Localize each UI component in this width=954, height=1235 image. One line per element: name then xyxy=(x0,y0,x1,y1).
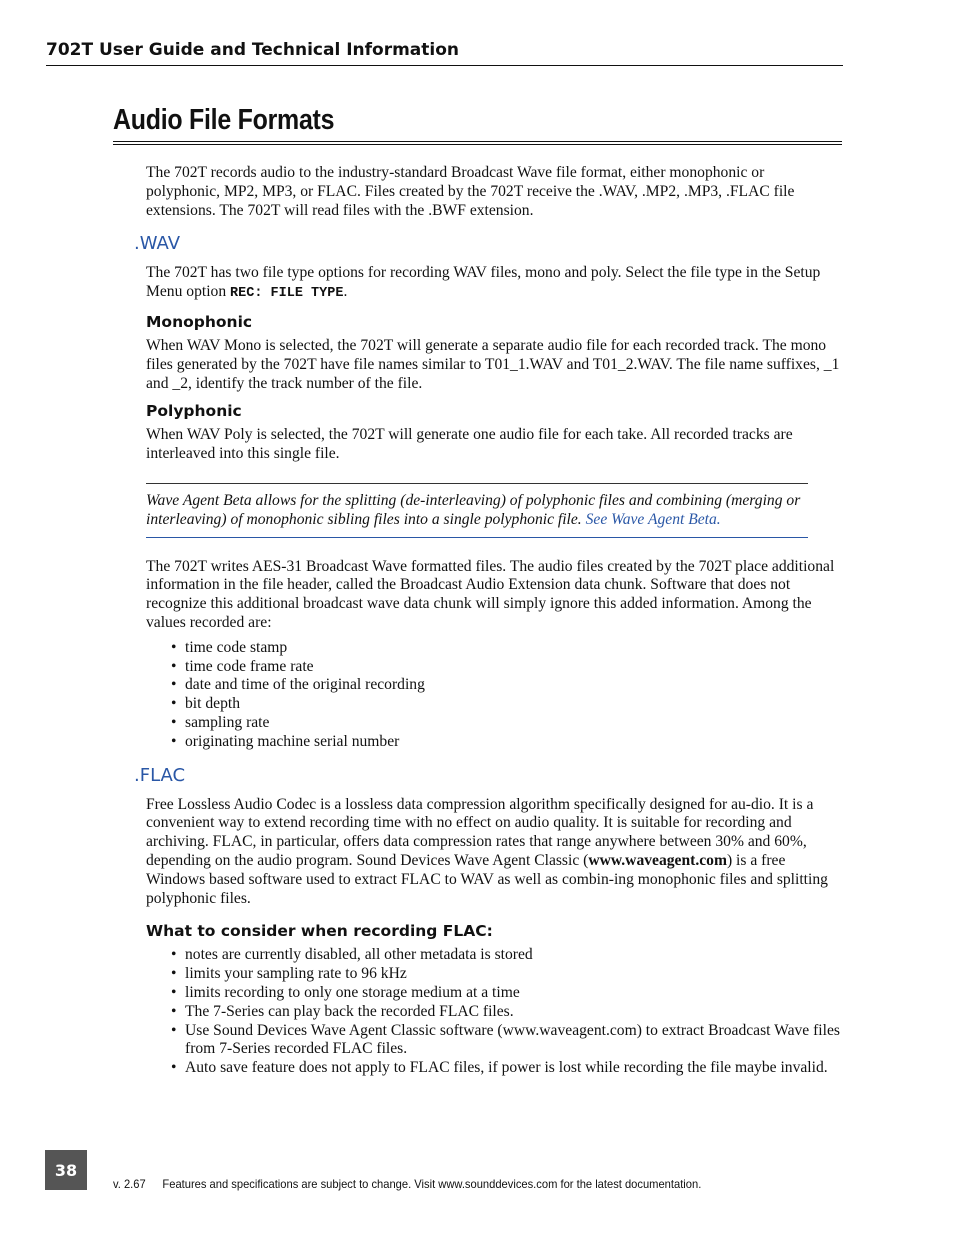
menu-option: REC: FILE TYPE xyxy=(230,286,344,302)
note-box xyxy=(146,483,808,538)
note-text: Wave Agent Beta allows for the splitting (de-interleaving) of polyphonic files and combining (merging or interleaving) of monophonic sibling files into a single polyphonic file. xyxy=(146,491,801,528)
title-rule-bottom xyxy=(113,144,842,145)
footer xyxy=(113,1177,701,1191)
page-number: 38 xyxy=(45,1150,87,1190)
page-title: Audio File Formats xyxy=(113,104,335,136)
page-body xyxy=(134,164,842,1078)
aes-paragraph: The 702T writes AES-31 Broadcast Wave formatted files. The audio files created by the 702T place additional information in the file header, called the Broadcast Audio Extension data chunk. Software that does not recognize this additional broadcast wave data chunk will simply ignore this added information. Among the values recorded are: xyxy=(146,557,835,631)
wav-section-title: .WAV xyxy=(134,233,181,255)
list-item: • date and time of the original recording xyxy=(146,676,842,695)
monophonic-paragraph: When WAV Mono is selected, the 702T will generate a separate audio file for each recorded track. The mono files generated by the 702T have file names similar to T01_1.WAV and T01_2.WAV. The file name suffixes, _1 and _2, identify the track number of the file. xyxy=(146,336,840,392)
footer-notice: Features and specifications are subject to change. Visit www.sounddevices.com for the latest documentation. xyxy=(162,1177,702,1191)
flac-paragraph xyxy=(146,796,842,909)
polyphonic-title: Polyphonic xyxy=(146,402,242,421)
list-item: • Use Sound Devices Wave Agent Classic software (www.waveagent.com) to extract Broadcast Wave files from 7-Series recorded FLAC files. xyxy=(146,1022,842,1060)
wave-agent-beta-link[interactable]: See Wave Agent Beta. xyxy=(585,510,721,528)
version-label: v. 2.67 xyxy=(113,1177,146,1191)
list-item: • time code stamp xyxy=(146,639,842,658)
list-item: • limits recording to only one storage medium at a time xyxy=(146,984,842,1003)
list-item: • limits your sampling rate to 96 kHz xyxy=(146,965,842,984)
list-item: • bit depth xyxy=(146,695,842,714)
note-paragraph xyxy=(146,492,808,530)
list-item: • sampling rate xyxy=(146,714,842,733)
list-item: • originating machine serial number xyxy=(146,733,842,752)
flac-section-title: .FLAC xyxy=(134,764,186,786)
header-rule xyxy=(46,65,843,66)
list-item: • time code frame rate xyxy=(146,658,842,677)
flac-text-end: ) is a free Windows based software used to extract FLAC to WAV as well as combin-ing monophonic files and splitting polyphonic files. xyxy=(146,851,828,907)
list-item: • The 7-Series can play back the recorded FLAC files. xyxy=(146,1003,842,1022)
intro-paragraph: The 702T records audio to the industry-standard Broadcast Wave file format, either monophonic or polyphonic, MP2, MP3, or FLAC. Files created by the 702T receive the .WAV, .MP2, .MP3, .FLAC file extensions. The 702T will read files with the .BWF extension. xyxy=(146,164,795,219)
wav-text-end: . xyxy=(343,283,348,301)
waveagent-link[interactable]: www.waveagent.com xyxy=(588,851,727,869)
title-rule-top xyxy=(113,141,842,142)
monophonic-title: Monophonic xyxy=(146,312,253,331)
running-header: 702T User Guide and Technical Information xyxy=(46,40,459,60)
wav-paragraph xyxy=(146,264,842,304)
list-item: • Auto save feature does not apply to FLAC files, if power is lost while recording the file maybe invalid. xyxy=(146,1059,842,1078)
list-item: • notes are currently disabled, all other metadata is stored xyxy=(146,946,842,965)
flac-considerations-list xyxy=(146,946,842,1078)
flac-considerations-title: What to consider when recording FLAC: xyxy=(146,922,493,941)
wav-text: The 702T has two file type options for recording WAV files, mono and poly. Select the file type in the Setup Menu option xyxy=(146,264,821,301)
recorded-values-list xyxy=(146,639,842,752)
flac-text: Free Lossless Audio Codec is a lossless data compression algorithm specifically designed for au-dio. It is a convenient way to extend recording time with no effect on audio quality. It is suitable for recording and archiving. FLAC, in particular, offers data compression rates that range anywhere between 30% and 60%, depending on the audio program. Sound Devices Wave Agent Classic ( xyxy=(146,795,814,869)
polyphonic-paragraph: When WAV Poly is selected, the 702T will generate one audio file for each take. All recorded tracks are interleaved into this single file. xyxy=(146,426,793,463)
